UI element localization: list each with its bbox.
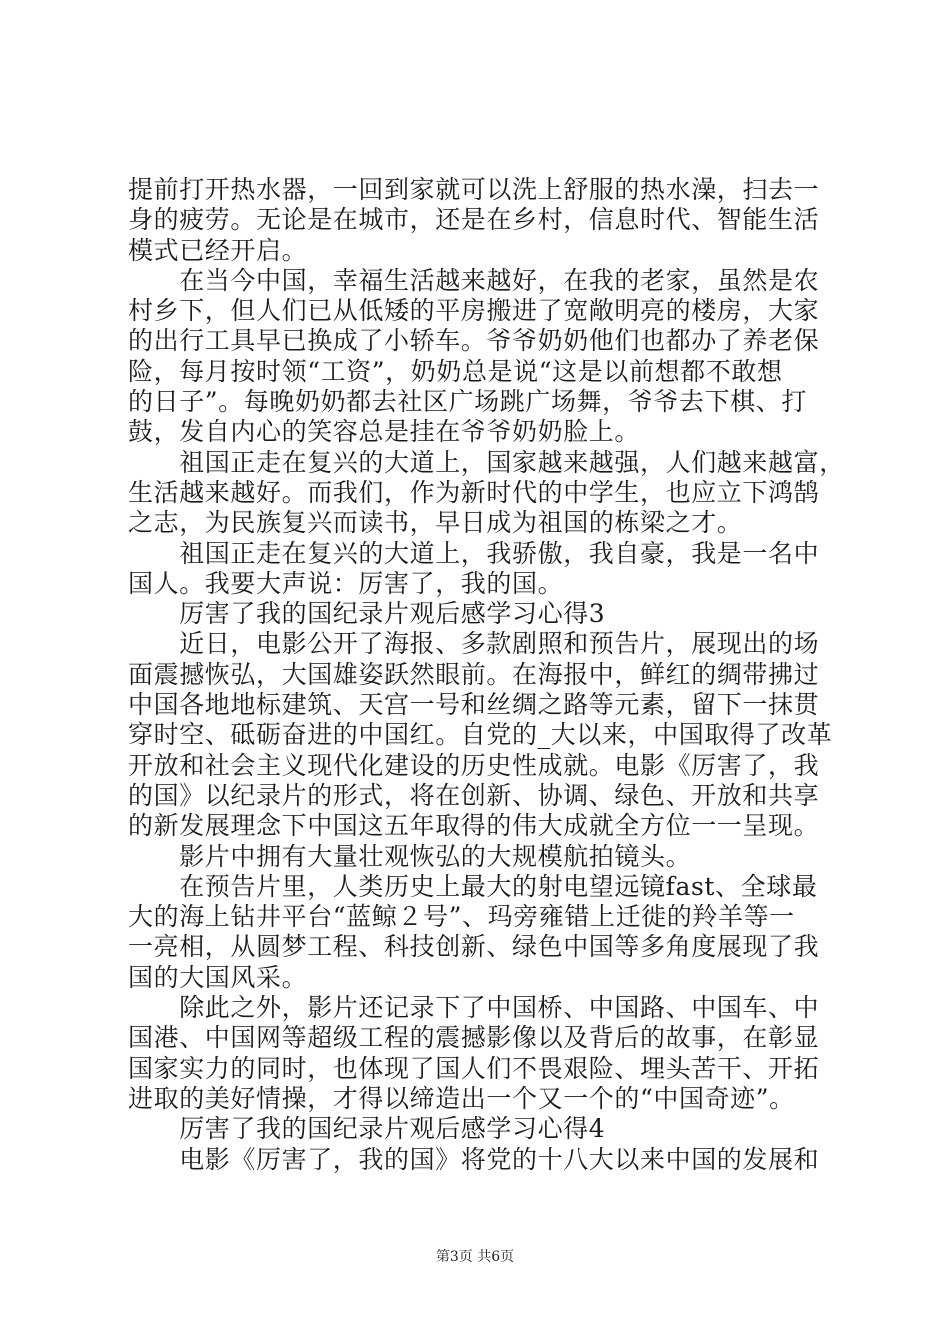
text-line: 国的大国风采。 [128, 962, 308, 992]
text-line: 国人。我要大声说：厉害了，我的国。 [128, 568, 564, 598]
text-line: 电影《厉害了，我的国》将党的十八大以来中国的发展和 [128, 1144, 820, 1174]
text-line: 的日子”。每晚奶奶都去社区广场跳广场舞，爷爷去下棋、打 [128, 387, 807, 417]
text-line: 模式已经开启。 [128, 235, 308, 265]
page-number-footer: 第3页 共6页 [435, 1249, 515, 1265]
text-line: 祖国正走在复兴的大道上，国家越来越强，人们越来越富， [128, 447, 845, 477]
text-line: 国港、中国网等超级工程的震撼影像以及背后的故事，在彰显 [128, 1023, 820, 1053]
text-line: 祖国正走在复兴的大道上，我骄傲，我自豪，我是一名中 [128, 538, 820, 568]
text-line: 的出行工具早已换成了小轿车。爷爷奶奶他们也都办了养老保 [128, 326, 820, 356]
text-line: 身的疲劳。无论是在城市，还是在乡村，信息时代、智能生活 [128, 205, 820, 235]
text-line: 险，每月按时领“工资”，奶奶总是说“这是以前想都不敢想 [128, 356, 783, 386]
section-heading: 厉害了我的国纪录片观后感学习心得4 [128, 1114, 606, 1144]
text-line: 除此之外，影片还记录下了中国桥、中国路、中国车、中 [128, 993, 820, 1023]
section-heading: 厉害了我的国纪录片观后感学习心得3 [128, 599, 606, 629]
text-line: 的国》以纪录片的形式，将在创新、协调、绿色、开放和共享 [128, 780, 820, 810]
text-line: 鼓，发自内心的笑容总是挂在爷爷奶奶脸上。 [128, 417, 641, 447]
text-line: 面震撼恢弘，大国雄姿跃然眼前。在海报中，鲜红的绸带拂过 [128, 659, 820, 689]
text-line: 影片中拥有大量壮观恢弘的大规模航拍镜头。 [128, 841, 692, 871]
text-line: 近日，电影公开了海报、多款剧照和预告片，展现出的场 [128, 629, 820, 659]
text-line: 中国各地地标建筑、天宫一号和丝绸之路等元素，留下一抹贯 [128, 690, 820, 720]
text-line: 在当今中国，幸福生活越来越好，在我的老家，虽然是农 [128, 265, 820, 295]
text-line: 一亮相，从圆梦工程、科技创新、绿色中国等多角度展现了我 [128, 932, 820, 962]
text-line: 之志，为民族复兴而读书，早日成为祖国的栋梁之才。 [128, 508, 743, 538]
text-line: 村乡下，但人们已从低矮的平房搬进了宽敞明亮的楼房，大家 [128, 296, 820, 326]
text-line: 生活越来越好。而我们，作为新时代的中学生，也应立下鸿鹄 [128, 477, 820, 507]
text-line: 的新发展理念下中国这五年取得的伟大成就全方位一一呈现。 [128, 811, 820, 841]
text-line: 进取的美好情操，才得以缔造出一个又一个的“中国奇迹”。 [128, 1083, 795, 1113]
text-line: 在预告片里，人类历史上最大的射电望远镜fast、全球最 [128, 871, 818, 901]
text-line: 大的海上钻井平台“蓝鲸２号”、玛旁雍错上迁徙的羚羊等一 [128, 902, 795, 932]
body-text [128, 175, 845, 1175]
text-line: 国家实力的同时，也体现了国人们不畏艰险、埋头苦干、开拓 [128, 1053, 820, 1083]
text-line: 穿时空、砥砺奋进的中国红。自党的_大以来，中国取得了改革 [128, 720, 833, 750]
text-line: 开放和社会主义现代化建设的历史性成就。电影《厉害了，我 [128, 750, 820, 780]
text-line: 提前打开热水器，一回到家就可以洗上舒服的热水澡，扫去一 [128, 175, 820, 204]
